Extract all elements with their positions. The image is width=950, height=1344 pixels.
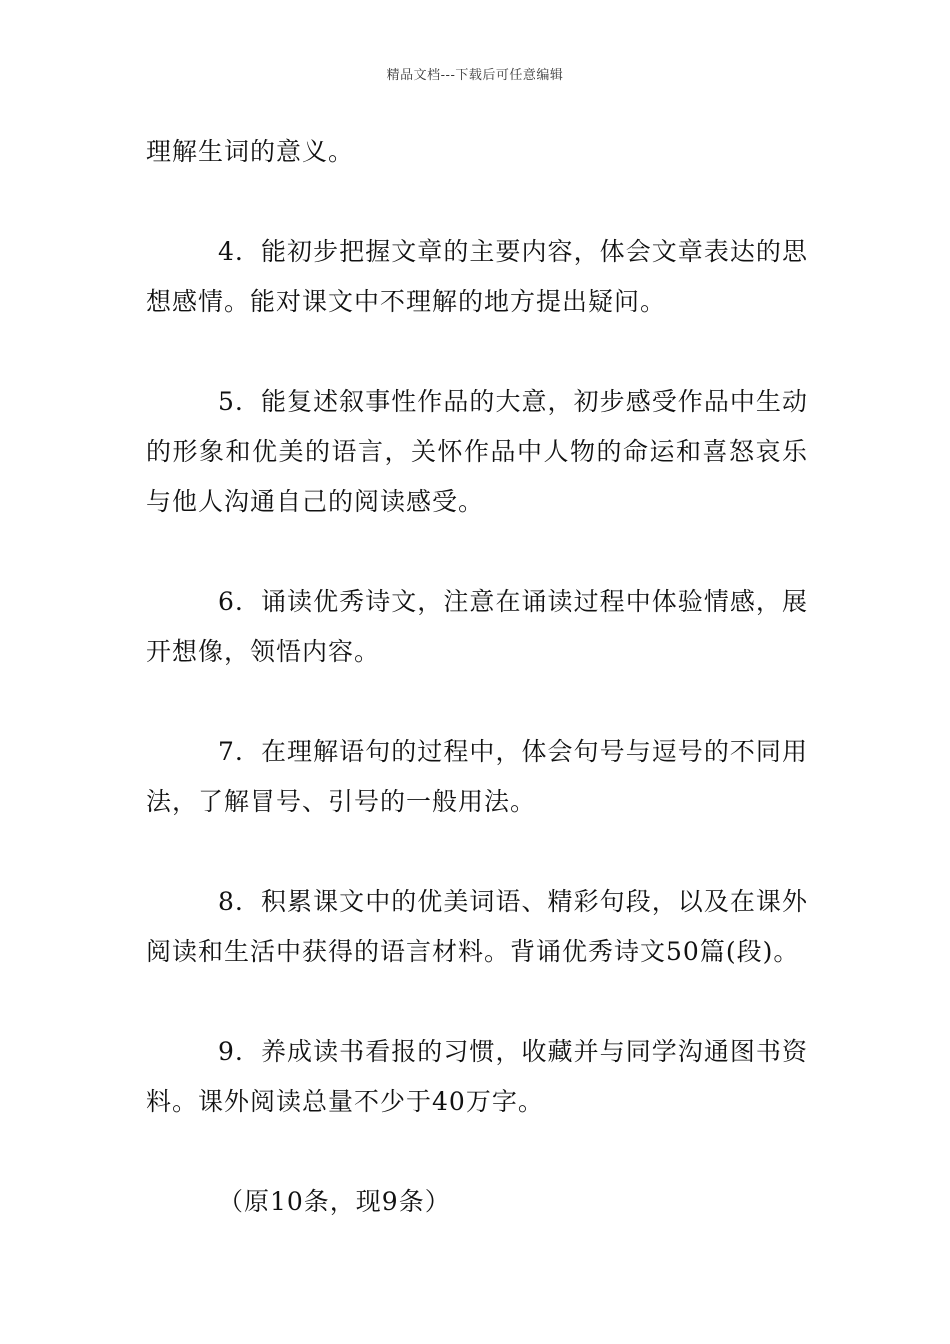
paragraph-note: （原10条，现9条） bbox=[218, 1187, 451, 1216]
paragraph-gap bbox=[146, 327, 808, 377]
paragraph-item-5: 5．能复述叙事性作品的大意，初步感受作品中生动的形象和优美的语言，关怀作品中人物的命运和喜怒哀乐与他人沟通自己的阅读感受。 bbox=[146, 387, 808, 516]
paragraph-item-4: 4．能初步把握文章的主要内容，体会文章表达的思想感情。能对课文中不理解的地方提出疑问。 bbox=[146, 237, 808, 316]
paragraph-item-9: 9．养成读书看报的习惯，收藏并与同学沟通图书资料。课外阅读总量不少于40万字。 bbox=[146, 1037, 808, 1116]
paragraph-gap bbox=[146, 827, 808, 877]
paragraph-gap bbox=[146, 1127, 808, 1177]
paragraph-gap bbox=[146, 527, 808, 577]
paragraph-item-7: 7．在理解语句的过程中，体会句号与逗号的不同用法，了解冒号、引号的一般用法。 bbox=[146, 737, 808, 816]
page-header: 精品文档---下载后可任意编辑 bbox=[386, 68, 564, 83]
paragraph-gap bbox=[146, 177, 808, 227]
document-body bbox=[146, 127, 808, 1227]
paragraph-item-6: 6．诵读优秀诗文，注意在诵读过程中体验情感，展开想像，领悟内容。 bbox=[146, 587, 808, 666]
paragraph-continuation: 理解生词的意义。 bbox=[146, 137, 355, 166]
paragraph-gap bbox=[146, 977, 808, 1027]
paragraph-item-8: 8．积累课文中的优美词语、精彩句段，以及在课外阅读和生活中获得的语言材料。背诵优秀诗文50篇(段)。 bbox=[146, 887, 808, 966]
paragraph-gap bbox=[146, 677, 808, 727]
